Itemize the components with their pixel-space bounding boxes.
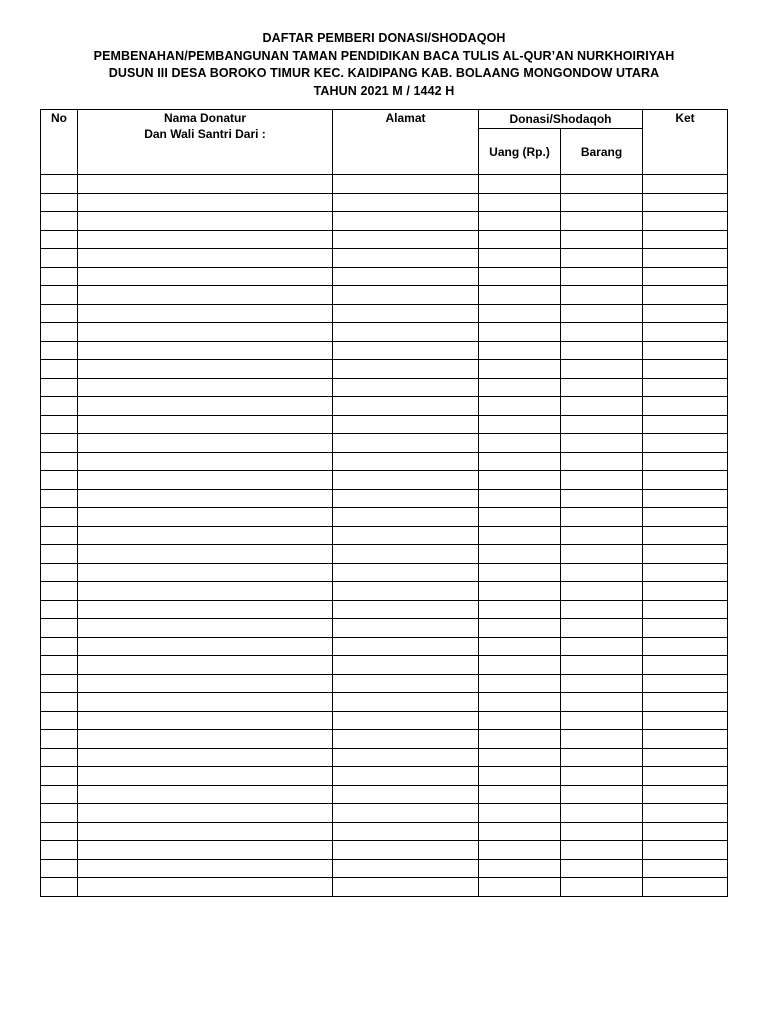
- cell-nama: [78, 878, 333, 897]
- cell-barang: [561, 730, 643, 749]
- table-row: [41, 489, 728, 508]
- cell-nama: [78, 193, 333, 212]
- cell-no: [41, 452, 78, 471]
- cell-no: [41, 526, 78, 545]
- cell-alamat: [333, 378, 479, 397]
- table-row: [41, 878, 728, 897]
- cell-uang: [479, 711, 561, 730]
- cell-alamat: [333, 785, 479, 804]
- cell-ket: [643, 526, 728, 545]
- cell-alamat: [333, 304, 479, 323]
- column-header-alamat-label: Alamat: [385, 111, 426, 125]
- cell-no: [41, 767, 78, 786]
- cell-no: [41, 563, 78, 582]
- cell-uang: [479, 323, 561, 342]
- cell-no: [41, 785, 78, 804]
- cell-ket: [643, 656, 728, 675]
- cell-uang: [479, 267, 561, 286]
- cell-uang: [479, 841, 561, 860]
- table-row: [41, 397, 728, 416]
- cell-no: [41, 341, 78, 360]
- cell-ket: [643, 767, 728, 786]
- cell-uang: [479, 619, 561, 638]
- cell-barang: [561, 415, 643, 434]
- cell-barang: [561, 841, 643, 860]
- cell-no: [41, 508, 78, 527]
- cell-alamat: [333, 471, 479, 490]
- cell-barang: [561, 267, 643, 286]
- cell-nama: [78, 804, 333, 823]
- cell-barang: [561, 360, 643, 379]
- cell-nama: [78, 563, 333, 582]
- cell-nama: [78, 230, 333, 249]
- table-row: [41, 526, 728, 545]
- cell-uang: [479, 804, 561, 823]
- cell-no: [41, 619, 78, 638]
- cell-uang: [479, 674, 561, 693]
- column-header-barang: [561, 129, 643, 175]
- table-row: [41, 859, 728, 878]
- table-row: [41, 656, 728, 675]
- title-line-3: DUSUN III DESA BOROKO TIMUR KEC. KAIDIPANG KAB. BOLAANG MONGONDOW UTARA: [108, 66, 660, 80]
- cell-uang: [479, 415, 561, 434]
- cell-uang: [479, 822, 561, 841]
- cell-alamat: [333, 415, 479, 434]
- cell-no: [41, 674, 78, 693]
- column-header-barang-label: Barang: [580, 144, 623, 159]
- cell-barang: [561, 878, 643, 897]
- cell-uang: [479, 563, 561, 582]
- cell-no: [41, 267, 78, 286]
- cell-ket: [643, 249, 728, 268]
- column-header-no-label: No: [51, 111, 67, 125]
- cell-uang: [479, 193, 561, 212]
- cell-ket: [643, 545, 728, 564]
- cell-ket: [643, 212, 728, 231]
- cell-barang: [561, 600, 643, 619]
- cell-ket: [643, 878, 728, 897]
- cell-uang: [479, 286, 561, 305]
- cell-ket: [643, 600, 728, 619]
- cell-alamat: [333, 175, 479, 194]
- cell-ket: [643, 859, 728, 878]
- table-row: [41, 637, 728, 656]
- cell-alamat: [333, 730, 479, 749]
- table-row: [41, 212, 728, 231]
- cell-no: [41, 434, 78, 453]
- cell-no: [41, 545, 78, 564]
- cell-uang: [479, 859, 561, 878]
- column-group-donasi: [479, 110, 643, 129]
- cell-ket: [643, 452, 728, 471]
- title-line-4: TAHUN 2021 M / 1442 H: [313, 83, 455, 98]
- cell-ket: [643, 489, 728, 508]
- cell-no: [41, 360, 78, 379]
- cell-no: [41, 841, 78, 860]
- table-row: [41, 600, 728, 619]
- cell-ket: [643, 711, 728, 730]
- cell-ket: [643, 804, 728, 823]
- cell-alamat: [333, 452, 479, 471]
- cell-alamat: [333, 360, 479, 379]
- table-row: [41, 711, 728, 730]
- cell-barang: [561, 582, 643, 601]
- cell-no: [41, 859, 78, 878]
- cell-alamat: [333, 804, 479, 823]
- cell-nama: [78, 508, 333, 527]
- cell-uang: [479, 471, 561, 490]
- table-row: [41, 822, 728, 841]
- cell-ket: [643, 304, 728, 323]
- cell-no: [41, 822, 78, 841]
- cell-alamat: [333, 249, 479, 268]
- cell-uang: [479, 693, 561, 712]
- cell-ket: [643, 323, 728, 342]
- cell-uang: [479, 767, 561, 786]
- cell-uang: [479, 526, 561, 545]
- cell-barang: [561, 212, 643, 231]
- cell-alamat: [333, 563, 479, 582]
- cell-ket: [643, 619, 728, 638]
- cell-nama: [78, 785, 333, 804]
- cell-ket: [643, 267, 728, 286]
- column-header-uang: [479, 129, 561, 175]
- cell-no: [41, 304, 78, 323]
- cell-uang: [479, 304, 561, 323]
- table-row: [41, 360, 728, 379]
- cell-alamat: [333, 286, 479, 305]
- cell-nama: [78, 212, 333, 231]
- table-row: [41, 415, 728, 434]
- cell-uang: [479, 434, 561, 453]
- cell-nama: [78, 600, 333, 619]
- cell-ket: [643, 434, 728, 453]
- column-header-ket: [643, 110, 728, 175]
- cell-alamat: [333, 859, 479, 878]
- cell-barang: [561, 526, 643, 545]
- table-row: [41, 267, 728, 286]
- cell-barang: [561, 619, 643, 638]
- cell-no: [41, 230, 78, 249]
- cell-no: [41, 693, 78, 712]
- cell-uang: [479, 508, 561, 527]
- cell-ket: [643, 508, 728, 527]
- cell-barang: [561, 193, 643, 212]
- title-line-1: DAFTAR PEMBERI DONASI/SHODAQOH: [262, 31, 506, 45]
- cell-barang: [561, 230, 643, 249]
- table-row: [41, 748, 728, 767]
- cell-barang: [561, 767, 643, 786]
- cell-uang: [479, 785, 561, 804]
- table-row: [41, 767, 728, 786]
- cell-uang: [479, 489, 561, 508]
- cell-alamat: [333, 822, 479, 841]
- table-row: [41, 434, 728, 453]
- cell-ket: [643, 841, 728, 860]
- cell-ket: [643, 674, 728, 693]
- cell-nama: [78, 582, 333, 601]
- cell-nama: [78, 619, 333, 638]
- cell-ket: [643, 286, 728, 305]
- cell-barang: [561, 822, 643, 841]
- cell-alamat: [333, 508, 479, 527]
- cell-barang: [561, 341, 643, 360]
- table-row: [41, 841, 728, 860]
- title-line-2: PEMBENAHAN/PEMBANGUNAN TAMAN PENDIDIKAN BACA TULIS AL-QUR’AN NURKHOIRIYAH: [93, 48, 675, 63]
- cell-nama: [78, 397, 333, 416]
- column-header-no: [41, 110, 78, 175]
- cell-alamat: [333, 193, 479, 212]
- cell-uang: [479, 582, 561, 601]
- cell-uang: [479, 748, 561, 767]
- cell-alamat: [333, 656, 479, 675]
- cell-barang: [561, 286, 643, 305]
- table-row: [41, 582, 728, 601]
- column-header-nama-line-1: Nama Donatur: [163, 111, 246, 125]
- cell-uang: [479, 545, 561, 564]
- cell-uang: [479, 230, 561, 249]
- table-body: [41, 175, 728, 897]
- cell-nama: [78, 693, 333, 712]
- cell-no: [41, 249, 78, 268]
- cell-ket: [643, 563, 728, 582]
- cell-alamat: [333, 230, 479, 249]
- cell-ket: [643, 822, 728, 841]
- cell-no: [41, 415, 78, 434]
- cell-nama: [78, 323, 333, 342]
- table-row: [41, 175, 728, 194]
- cell-alamat: [333, 267, 479, 286]
- cell-nama: [78, 822, 333, 841]
- table-row: [41, 674, 728, 693]
- table-row: [41, 249, 728, 268]
- cell-nama: [78, 415, 333, 434]
- cell-nama: [78, 656, 333, 675]
- cell-alamat: [333, 582, 479, 601]
- table-row: [41, 323, 728, 342]
- cell-nama: [78, 841, 333, 860]
- cell-ket: [643, 193, 728, 212]
- cell-no: [41, 212, 78, 231]
- cell-no: [41, 711, 78, 730]
- cell-barang: [561, 397, 643, 416]
- cell-barang: [561, 378, 643, 397]
- cell-no: [41, 193, 78, 212]
- cell-barang: [561, 637, 643, 656]
- cell-barang: [561, 323, 643, 342]
- cell-alamat: [333, 434, 479, 453]
- cell-nama: [78, 489, 333, 508]
- cell-alamat: [333, 341, 479, 360]
- cell-no: [41, 397, 78, 416]
- cell-no: [41, 378, 78, 397]
- table-header: [41, 110, 728, 175]
- cell-barang: [561, 804, 643, 823]
- cell-alamat: [333, 711, 479, 730]
- table-row: [41, 730, 728, 749]
- cell-uang: [479, 452, 561, 471]
- cell-no: [41, 175, 78, 194]
- cell-no: [41, 656, 78, 675]
- cell-alamat: [333, 674, 479, 693]
- cell-barang: [561, 563, 643, 582]
- cell-no: [41, 878, 78, 897]
- cell-nama: [78, 434, 333, 453]
- cell-alamat: [333, 545, 479, 564]
- cell-uang: [479, 360, 561, 379]
- table-row: [41, 286, 728, 305]
- cell-uang: [479, 378, 561, 397]
- column-header-alamat: [333, 110, 479, 175]
- cell-no: [41, 748, 78, 767]
- cell-nama: [78, 249, 333, 268]
- cell-nama: [78, 304, 333, 323]
- cell-nama: [78, 730, 333, 749]
- cell-alamat: [333, 637, 479, 656]
- cell-uang: [479, 175, 561, 194]
- cell-barang: [561, 434, 643, 453]
- column-header-ket-label: Ket: [675, 111, 695, 125]
- table-row: [41, 378, 728, 397]
- cell-uang: [479, 730, 561, 749]
- cell-uang: [479, 656, 561, 675]
- cell-nama: [78, 859, 333, 878]
- cell-ket: [643, 397, 728, 416]
- cell-barang: [561, 674, 643, 693]
- cell-nama: [78, 711, 333, 730]
- cell-alamat: [333, 693, 479, 712]
- donation-table: [40, 109, 728, 897]
- cell-nama: [78, 526, 333, 545]
- cell-uang: [479, 341, 561, 360]
- cell-no: [41, 730, 78, 749]
- cell-barang: [561, 785, 643, 804]
- cell-barang: [561, 452, 643, 471]
- cell-ket: [643, 693, 728, 712]
- document-header: [0, 30, 768, 100]
- table-row: [41, 452, 728, 471]
- cell-barang: [561, 545, 643, 564]
- cell-no: [41, 804, 78, 823]
- cell-uang: [479, 878, 561, 897]
- cell-no: [41, 637, 78, 656]
- table-row: [41, 804, 728, 823]
- cell-alamat: [333, 619, 479, 638]
- cell-ket: [643, 748, 728, 767]
- cell-nama: [78, 360, 333, 379]
- cell-barang: [561, 859, 643, 878]
- cell-alamat: [333, 397, 479, 416]
- cell-barang: [561, 249, 643, 268]
- cell-no: [41, 323, 78, 342]
- cell-alamat: [333, 600, 479, 619]
- table-row: [41, 341, 728, 360]
- cell-nama: [78, 674, 333, 693]
- cell-nama: [78, 748, 333, 767]
- table-row: [41, 471, 728, 490]
- table-row: [41, 693, 728, 712]
- table-row: [41, 619, 728, 638]
- cell-alamat: [333, 841, 479, 860]
- cell-nama: [78, 767, 333, 786]
- table-row: [41, 545, 728, 564]
- cell-barang: [561, 489, 643, 508]
- cell-nama: [78, 267, 333, 286]
- column-header-nama: [78, 110, 333, 175]
- cell-ket: [643, 360, 728, 379]
- cell-alamat: [333, 767, 479, 786]
- cell-ket: [643, 378, 728, 397]
- cell-nama: [78, 452, 333, 471]
- cell-barang: [561, 175, 643, 194]
- cell-no: [41, 582, 78, 601]
- cell-alamat: [333, 323, 479, 342]
- cell-barang: [561, 656, 643, 675]
- cell-nama: [78, 471, 333, 490]
- cell-ket: [643, 415, 728, 434]
- table-row: [41, 563, 728, 582]
- cell-uang: [479, 397, 561, 416]
- cell-no: [41, 286, 78, 305]
- cell-nama: [78, 378, 333, 397]
- cell-nama: [78, 545, 333, 564]
- cell-alamat: [333, 489, 479, 508]
- cell-no: [41, 600, 78, 619]
- cell-ket: [643, 175, 728, 194]
- cell-barang: [561, 711, 643, 730]
- cell-no: [41, 489, 78, 508]
- cell-nama: [78, 637, 333, 656]
- cell-barang: [561, 748, 643, 767]
- column-group-donasi-label: Donasi/Shodaqoh: [509, 112, 612, 126]
- cell-no: [41, 471, 78, 490]
- cell-barang: [561, 693, 643, 712]
- table-row: [41, 193, 728, 212]
- cell-uang: [479, 600, 561, 619]
- cell-alamat: [333, 878, 479, 897]
- cell-barang: [561, 304, 643, 323]
- cell-uang: [479, 249, 561, 268]
- cell-ket: [643, 730, 728, 749]
- cell-alamat: [333, 526, 479, 545]
- cell-ket: [643, 785, 728, 804]
- table-row: [41, 230, 728, 249]
- cell-nama: [78, 341, 333, 360]
- column-header-nama-line-2: Dan Wali Santri Dari :: [144, 127, 266, 141]
- cell-uang: [479, 212, 561, 231]
- cell-alamat: [333, 748, 479, 767]
- cell-ket: [643, 582, 728, 601]
- cell-ket: [643, 230, 728, 249]
- cell-nama: [78, 175, 333, 194]
- cell-ket: [643, 471, 728, 490]
- cell-nama: [78, 286, 333, 305]
- column-header-uang-label: Uang (Rp.): [489, 144, 550, 159]
- table-row: [41, 304, 728, 323]
- table-row: [41, 785, 728, 804]
- cell-uang: [479, 637, 561, 656]
- cell-barang: [561, 471, 643, 490]
- cell-ket: [643, 637, 728, 656]
- table-row: [41, 508, 728, 527]
- cell-ket: [643, 341, 728, 360]
- cell-alamat: [333, 212, 479, 231]
- cell-barang: [561, 508, 643, 527]
